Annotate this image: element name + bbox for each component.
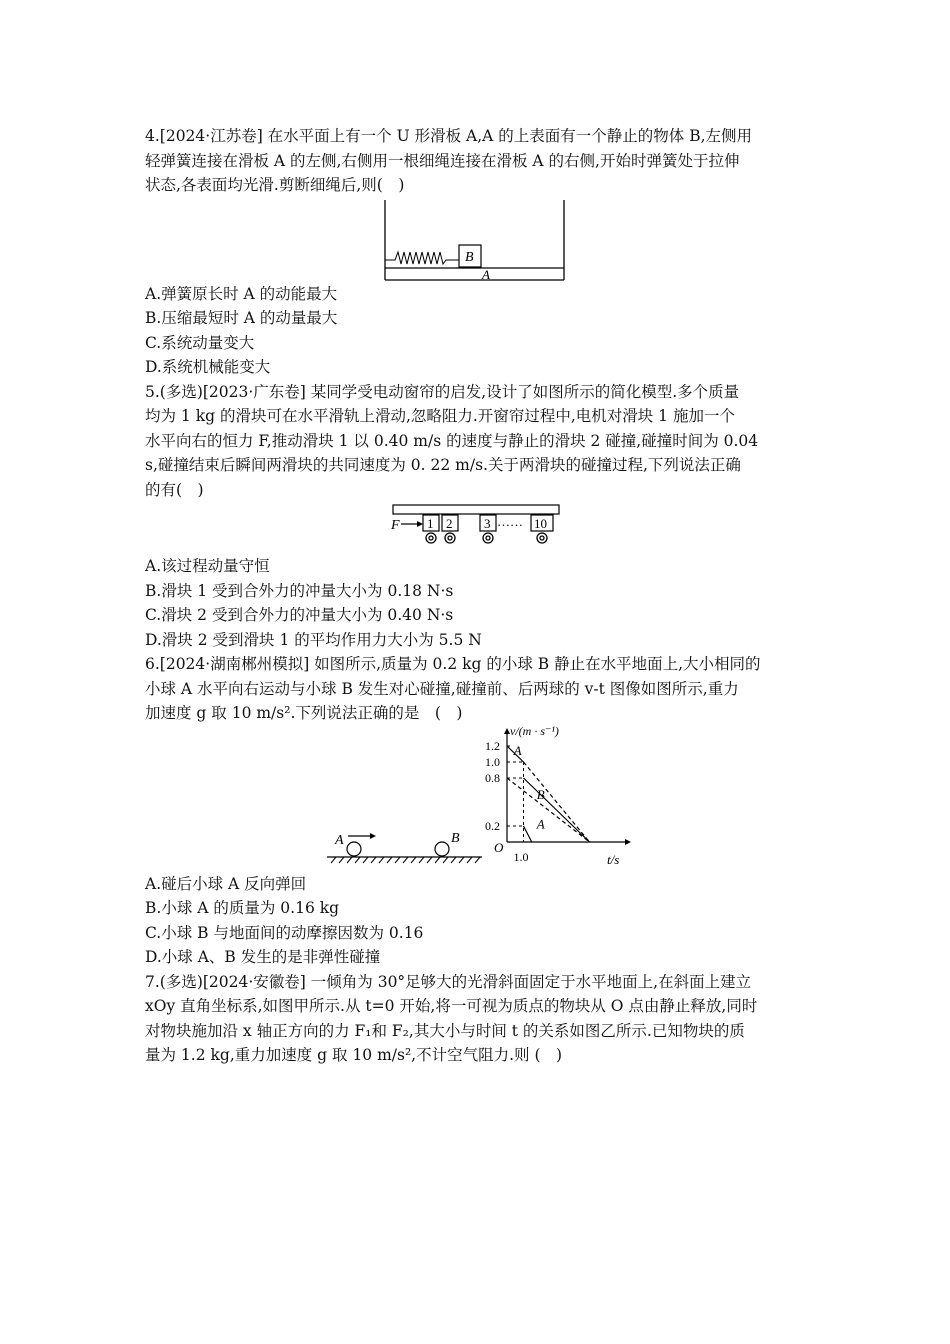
y-axis-label: v/(m · s⁻¹) [510, 725, 559, 738]
vt-chart [485, 726, 631, 867]
q4-figure [145, 198, 810, 282]
q4-option-d: D.系统机械能变大 [145, 358, 271, 376]
x-axis-label: t/s [607, 851, 620, 867]
ball-b [435, 842, 449, 856]
ball-b-label: B [451, 830, 460, 846]
q5-option-c: C.滑块 2 受到合外力的冲量大小为 0.40 N·s [145, 606, 454, 624]
question-page [145, 124, 810, 1068]
series-line-b [524, 778, 590, 842]
hook-icon [483, 533, 493, 543]
q6-option-d: D.小球 A、B 发生的是非弹性碰撞 [145, 948, 381, 966]
q5-line: 5.(多选)[2023·广东卷] 某同学受电动窗帘的启发,设计了如图所示的简化模型.多个质量 [145, 382, 740, 401]
question-6 [145, 652, 810, 970]
q5-line: 水平向右的恒力 F,推动滑块 1 以 0.40 m/s 的速度与静止的滑块 2 碰撞,碰撞时间为 0.04 [145, 431, 759, 450]
block-b-label: B [465, 249, 474, 265]
y-tick-label: 0.8 [485, 770, 500, 785]
slider-1-label: 1 [427, 516, 434, 531]
q6-option-c: C.小球 B 与地面间的动摩擦因数为 0.16 [145, 923, 424, 942]
q4-line: 轻弹簧连接在滑板 A 的左侧,右侧用一根细绳连接在滑板 A 的右侧,开始时弹簧处于拉伸 [145, 151, 740, 170]
hook-icon [445, 533, 455, 543]
y-tick-label: 0.2 [485, 818, 500, 833]
spring-icon [385, 252, 459, 264]
q6-line: 小球 A 水平向右运动与小球 B 发生对心碰撞,碰撞前、后两球的 v-t 图像如图所示,重力 [145, 679, 739, 698]
ground [327, 857, 482, 863]
q5-line: 的有( ) [145, 480, 204, 499]
q6-option-a: A.碰后小球 A 反向弹回 [145, 874, 307, 893]
rail [393, 505, 559, 514]
q5-option-b: B.滑块 1 受到合外力的冲量大小为 0.18 N·s [145, 581, 454, 600]
board-a-label: A [482, 266, 490, 282]
q4-line: 状态,各表面均光滑.剪断细绳后,则( ) [145, 176, 405, 194]
q5-option-d: D.滑块 2 受到滑块 1 的平均作用力大小为 5.5 N [145, 630, 482, 649]
series-dashed-line [507, 778, 590, 842]
q5-option-a: A.该过程动量守恒 [145, 557, 270, 575]
question-7 [145, 970, 810, 1068]
slider-2-label: 2 [446, 516, 453, 531]
slider-3-label: 3 [484, 516, 491, 531]
q7-line: xOy 直角坐标系,如图甲所示.从 t=0 开始,将一可视为质点的物块从 O 点由静止释放,同时 [145, 997, 758, 1015]
question-5 [145, 380, 810, 653]
q7-line: 7.(多选)[2024·安徽卷] 一倾角为 30°足够大的光滑斜面固定于水平地面上,在斜面上建立 [145, 972, 752, 991]
hook-icon [537, 533, 547, 543]
slider-10-label: 10 [534, 516, 547, 531]
series-label: A [513, 742, 522, 758]
hook-icon [426, 533, 436, 543]
series-line-a [524, 826, 532, 842]
q4-option-b: B.压缩最短时 A 的动量最大 [145, 309, 338, 327]
question-4 [145, 124, 810, 380]
q4-option-a: A.弹簧原长时 A 的动能最大 [145, 284, 338, 303]
dots-label: …… [497, 514, 523, 529]
q5-figure [145, 502, 810, 554]
q5-line: s,碰撞结束后瞬间两滑块的共同速度为 0. 22 m/s.关于两滑块的碰撞过程,下列说法正确 [145, 456, 741, 474]
series-label: B [536, 786, 545, 802]
y-tick-label: 1.0 [485, 754, 500, 769]
q5-line: 均为 1 kg 的滑块可在水平滑轨上滑动,忽略阻力.开窗帘过程中,电机对滑块 1 施加一个 [145, 407, 735, 425]
ball-a-label: A [335, 832, 344, 848]
q7-line: 对物块施加沿 x 轴正方向的力 F₁和 F₂,其大小与时间 t 的关系如图乙所示.已知物块的质 [145, 1021, 745, 1040]
ball-a [347, 842, 361, 856]
q4-line: 4.[2024·江苏卷] 在水平面上有一个 U 形滑板 A,A 的上表面有一个静止的物体 B,左侧用 [145, 127, 753, 145]
q6-figure [145, 726, 810, 872]
force-label: F [391, 518, 400, 533]
q6-line: 6.[2024·湖南郴州模拟] 如图所示,质量为 0.2 kg 的小球 B 静止在水平地面上,大小相同的 [145, 655, 761, 673]
series-dashed-line [524, 762, 590, 842]
x-axis-arrow-icon [625, 839, 631, 845]
q6-line: 加速度 g 取 10 m/s².下列说法正确的是 ( ) [145, 704, 463, 722]
q7-line: 量为 1.2 kg,重力加速度 g 取 10 m/s²,不计空气阻力.则 ( ) [145, 1046, 563, 1064]
x-tick-label: 1.0 [513, 849, 529, 864]
q4-option-c: C.系统动量变大 [145, 333, 255, 352]
series-label: A [536, 816, 545, 832]
q6-option-b: B.小球 A 的质量为 0.16 kg [145, 899, 340, 917]
origin-label: O [494, 839, 504, 855]
y-tick-label: 1.2 [485, 738, 500, 753]
